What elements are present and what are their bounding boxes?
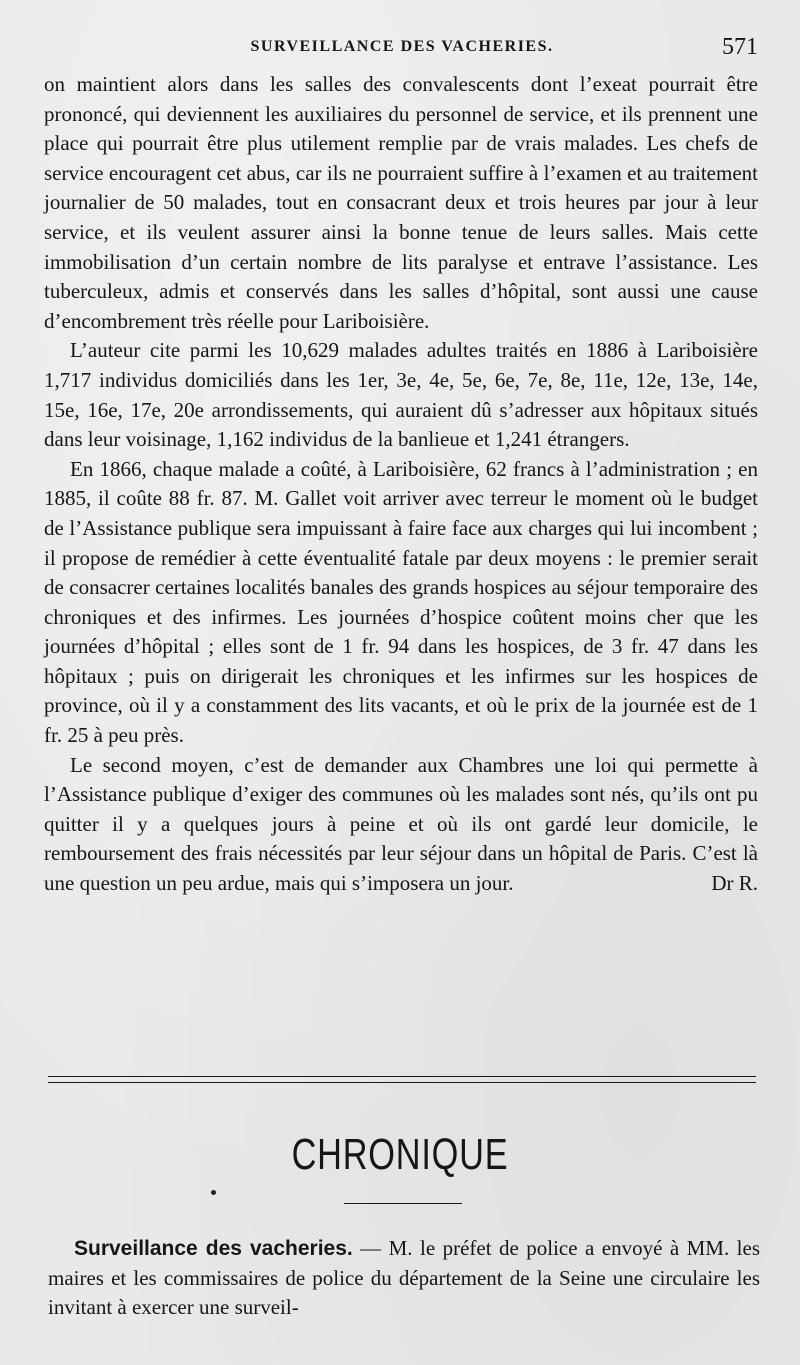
chronicle-paragraph — [48, 1234, 760, 1323]
chronicle-lead-text: — M. le préfet de police a envoyé à MM. les maires et les commissaires de police du département de la Seine une circulaire les invitant à exercer une surveil- — [48, 1236, 760, 1320]
section-title: CHRONIQUE — [291, 1130, 509, 1179]
chronicle-lead-heading: Surveillance des vacheries. — [74, 1237, 353, 1260]
paragraph-4 — [44, 751, 758, 899]
page-number: 571 — [722, 34, 758, 60]
section-divider — [48, 1076, 756, 1083]
paragraph-4-text: Le second moyen, c’est de demander aux Chambres une loi qui permette à l’Assistance publique d’exiger des communes où les malades sont nés, qu’ils ont pu quitter il y a quelques jours à peine et où ils ont gardé leur domicile, le remboursement des frais nécessités par leur séjour dans un hôpital de Paris. C’est là une question un peu ardue, mais qui s’imposera un jour. — [44, 752, 758, 896]
paragraph-3: En 1866, chaque malade a coûté, à Lariboisière, 62 francs à l’administration ; en 1885, il coûte 88 fr. 87. M. Gallet voit arriver avec terreur le moment où le budget de l’Assistance publique sera impuissant à faire face aux charges qui lui incombent ; il propose de remédier à cette éventualité fatale par deux moyens : le premier serait de consacrer certaines localités banales des grands hospices au séjour temporaire des chroniques et des infirmes. Les journées d’hospice coûtent moins cher que les journées d’hôpital ; elles sont de 1 fr. 94 dans les hospices, de 3 fr. 47 dans les hôpitaux ; puis on dirigerait les chroniques et les infirmes sur les hospices de province, où il y a constamment des lits vacants, et où le prix de la journée est de 1 fr. 25 à peu près. — [44, 456, 758, 748]
author-signature: Dr R. — [711, 871, 758, 896]
chronicle-body — [48, 1234, 760, 1323]
article-body — [44, 70, 758, 899]
paragraph-2: L’auteur cite parmi les 10,629 malades adultes traités en 1886 à Lariboisière 1,717 individus domiciliés dans les 1er, 3e, 4e, 5e, 6e, 7e, 8e, 11e, 12e, 13e, 14e, 15e, 16e, 17e, 20e arrondissements, qui auraient dû s’adresser aux hôpitaux situés dans leur voisinage, 1,162 individus de la banlieue et 1,241 étrangers. — [44, 338, 758, 452]
paragraph-1: on maintient alors dans les salles des convalescents dont l’exeat pourrait être prononcé, qui deviennent les auxiliaires du personnel de service, et ils prennent une place qui pourrait être plus utilement remplie par de vrais malades. Les chefs de service encouragent cet abus, car ils ne pourraient suffire à l’examen et au traitement journalier de 50 malades, tout en consacrant deux et trois heures par jour à leur service, et ils veulent assurer ainsi la bonne tenue de leurs salles. Mais cette immobilisation d’un certain nombre de lits paralyse et entrave l’assistance. Les tuberculeux, admis et conservés dans les salles d’hôpital, sont aussi une cause d’encombrement très réelle pour Lariboisière. — [44, 72, 758, 333]
title-underline — [344, 1203, 462, 1204]
running-title: SURVEILLANCE DES VACHERIES. — [250, 38, 554, 55]
ink-dot — [211, 1190, 216, 1195]
running-head — [46, 34, 758, 64]
